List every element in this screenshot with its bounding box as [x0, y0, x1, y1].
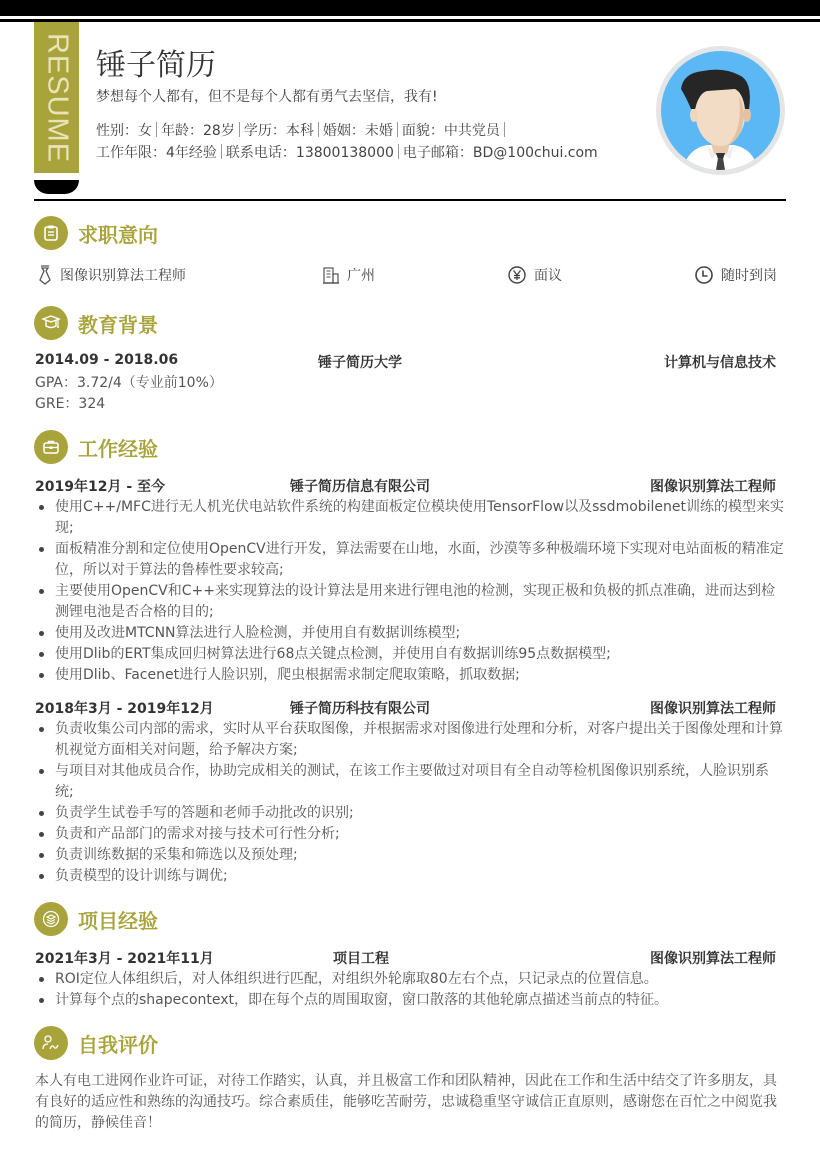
- separator: [504, 122, 505, 137]
- separator: [318, 122, 319, 137]
- intent-availability-label: 随时到岗: [721, 268, 777, 284]
- avatar-illustration: [661, 51, 780, 170]
- info-marital: 婚姻：未婚: [322, 123, 393, 139]
- tie-icon: [38, 265, 52, 285]
- section-label: 工作经验: [78, 436, 158, 461]
- list-item: ROI定位人体组织后，对人体组织进行匹配，对组织外轮廓取80左右个点，只记录点的位置信息。: [35, 969, 785, 990]
- intent-salary-label: 面议: [534, 268, 562, 284]
- list-item: 使用及改进MTCNN算法进行人脸检测，并使用自有数据训练模型;: [35, 623, 785, 644]
- list-item: 使用C++/MFC进行无人机光伏电站软件系统的构建面板定位模块使用TensorFlow以及ssdmobilenet训练的模型来实现;: [35, 497, 785, 539]
- person-edit-icon: [34, 1026, 68, 1060]
- education-period: 2014.09 - 2018.06: [35, 352, 179, 368]
- briefcase-icon: [34, 430, 68, 464]
- separator: [398, 144, 399, 159]
- education-school: 锤子简历大学: [318, 355, 402, 371]
- list-item: 负责训练数据的采集和筛选以及预处理;: [35, 845, 785, 866]
- job-row-2: [35, 698, 776, 718]
- list-item: 使用Dlib、Facenet进行人脸识别，爬虫根据需求制定爬取策略，抓取数据;: [35, 665, 785, 686]
- header-divider: [34, 199, 786, 201]
- list-item: 负责模型的设计训练与调优;: [35, 866, 785, 887]
- list-item: 计算每个点的shapecontext，即在每个点的周围取窗，窗口散落的其他轮廓点描述当前点的特征。: [35, 990, 785, 1011]
- education-major: 计算机与信息技术: [664, 355, 776, 371]
- project-period: 2021年3月 - 2021年11月: [35, 951, 214, 967]
- list-item: 负责和产品部门的需求对接与技术可行性分析;: [35, 824, 785, 845]
- intent-city: [323, 265, 375, 285]
- self-evaluation-text: 本人有电工进网作业许可证，对待工作踏实，认真，并且极富工作和团队精神，因此在工作和生活中结交了许多朋友，具有良好的适应性和熟练的沟通技巧。综合素质佳，能够吃苦耐劳，忠诚稳重坚守诚信正直原则，感谢您在百忙之中阅览我的简历，静候佳音！: [35, 1073, 777, 1131]
- section-self-title: [34, 1026, 158, 1060]
- section-education-title: [34, 306, 158, 340]
- info-age: 年龄：28岁: [161, 123, 235, 139]
- separator: [397, 122, 398, 137]
- section-label: 自我评价: [78, 1032, 158, 1057]
- clipboard-icon: [34, 216, 68, 250]
- education-row: [35, 352, 776, 372]
- project-row: [35, 948, 776, 968]
- job-period: 2019年12月 - 至今: [35, 479, 166, 495]
- project-role: 图像识别算法工程师: [650, 951, 776, 967]
- job-period: 2018年3月 - 2019年12月: [35, 701, 214, 717]
- job-1-duties: [35, 497, 785, 686]
- personal-info-line-1: [96, 120, 509, 140]
- section-work-title: [34, 430, 158, 464]
- layers-icon: [34, 902, 68, 936]
- list-item: 主要使用OpenCV和C++来实现算法的设计算法是用来进行锂电池的检测，实现正极和负极的抓点准确，进而达到检测锂电池是否合格的目的;: [35, 581, 785, 623]
- separator: [156, 122, 157, 137]
- info-political: 面貌：中共党员: [401, 123, 500, 139]
- resume-tag: [34, 22, 79, 173]
- candidate-name: 锤子简历: [96, 48, 216, 83]
- section-label: 项目经验: [78, 908, 158, 933]
- job-row-1: [35, 476, 776, 496]
- personal-info-line-2: [96, 142, 598, 162]
- job-company: 锤子简历信息有限公司: [290, 479, 430, 495]
- avatar: [656, 46, 785, 175]
- top-black-bar: [0, 0, 820, 16]
- section-label: 教育背景: [78, 312, 158, 337]
- intent-city-label: 广州: [347, 268, 375, 284]
- intent-availability: [695, 265, 777, 285]
- job-role: 图像识别算法工程师: [650, 701, 776, 717]
- job-intent-row: [34, 265, 786, 287]
- section-label: 求职意向: [78, 222, 158, 247]
- list-item: 负责学生试卷手写的答题和老师手动批改的识别;: [35, 803, 785, 824]
- info-email: 电子邮箱：BD@100chui.com: [402, 145, 598, 161]
- clock-icon: [695, 266, 713, 284]
- project-details: [35, 969, 785, 1011]
- resume-tag-label: RESUME: [41, 32, 73, 163]
- building-icon: [323, 266, 339, 284]
- intent-position-label: 图像识别算法工程师: [60, 268, 186, 284]
- education-gpa: GPA：3.72/4（专业前10%）: [35, 375, 223, 391]
- info-experience: 工作年限：4年经验: [96, 145, 217, 161]
- separator: [221, 144, 222, 159]
- info-education: 学历：本科: [243, 123, 314, 139]
- resume-tag-cap: [34, 180, 79, 194]
- intent-salary: [508, 265, 562, 285]
- separator: [239, 122, 240, 137]
- list-item: 面板精准分割和定位使用OpenCV进行开发，算法需要在山地，水面，沙漠等多种极端环境下实现对电站面板的精准定位，所以对于算法的鲁棒性要求较高;: [35, 539, 785, 581]
- intent-position: [38, 265, 186, 285]
- motto: 梦想每个人都有，但不是每个人都有勇气去坚信，我有!: [96, 89, 438, 105]
- section-project-title: [34, 902, 158, 936]
- list-item: 使用Dlib的ERT集成回归树算法进行68点关键点检测，并使用自有数据训练95点数据模型;: [35, 644, 785, 665]
- list-item: 负责收集公司内部的需求，实时从平台获取图像，并根据需求对图像进行处理和分析，对客户提出关于图像处理和计算机视觉方面相关对问题，给予解决方案;: [35, 719, 785, 761]
- project-name: 项目工程: [333, 951, 389, 967]
- top-thin-bar: [0, 19, 820, 22]
- job-company: 锤子简历科技有限公司: [290, 701, 430, 717]
- education-gre: GRE：324: [35, 396, 106, 412]
- section-intent-title: [34, 216, 158, 250]
- job-2-duties: [35, 719, 785, 887]
- yen-icon: [508, 266, 526, 284]
- info-phone: 联系电话：13800138000: [225, 145, 394, 161]
- graduation-cap-icon: [34, 306, 68, 340]
- info-gender: 性别：女: [96, 123, 152, 139]
- list-item: 与项目对其他成员合作，协助完成相关的测试，在该工作主要做过对项目有全自动等检机图像识别系统，人脸识别系统;: [35, 761, 785, 803]
- job-role: 图像识别算法工程师: [650, 479, 776, 495]
